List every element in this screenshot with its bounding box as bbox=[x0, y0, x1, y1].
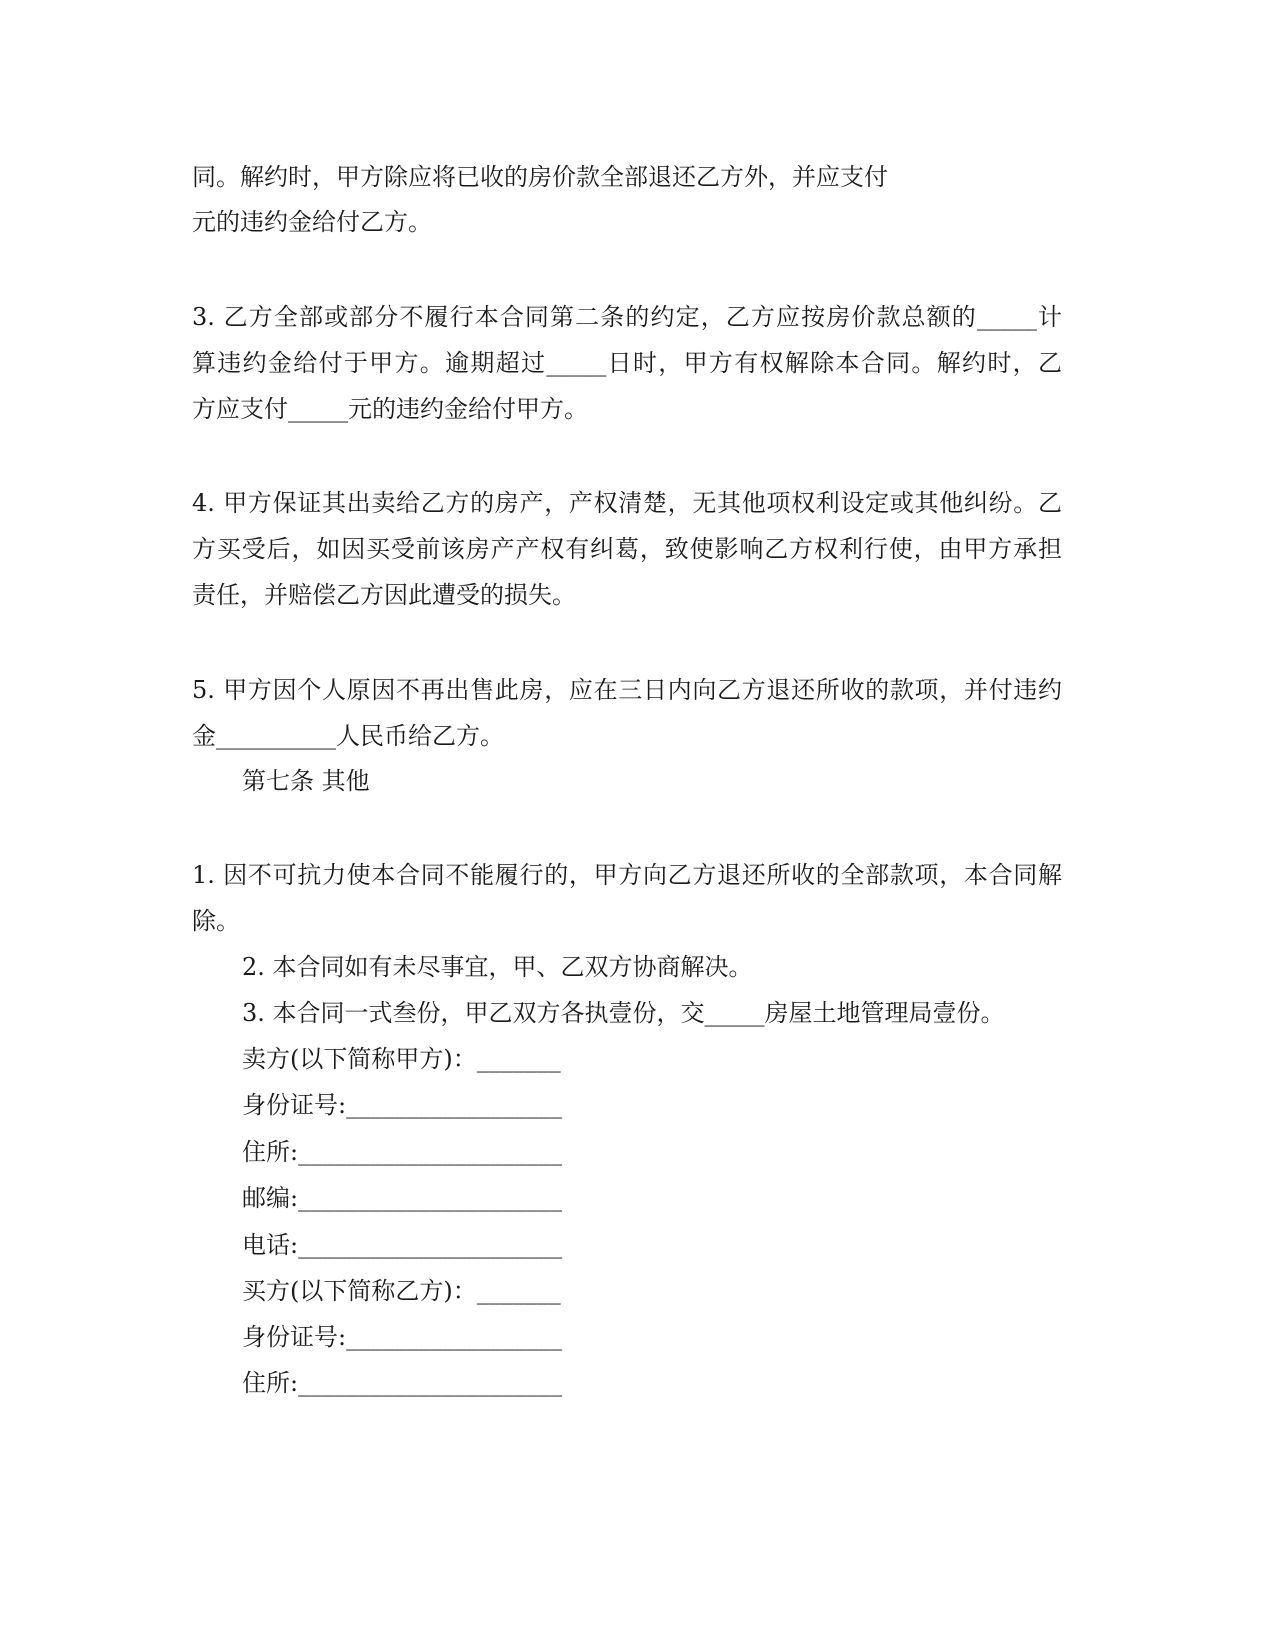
clause-3-line: 3. 乙方全部或部分不履行本合同第二条的约定，乙方应按房价款总额的_____计 bbox=[192, 303, 1062, 331]
paragraph-line: 同。解约时，甲方除应将已收的房价款全部退还乙方外，并应支付 bbox=[192, 163, 888, 191]
seller-postcode-field: 邮编:______________________ bbox=[242, 1184, 563, 1212]
buyer-name-field: 买方(以下简称乙方)：_______ bbox=[242, 1277, 561, 1305]
seller-phone-field: 电话:______________________ bbox=[242, 1231, 563, 1259]
clause-4-line: 4. 甲方保证其出卖给乙方的房产，产权清楚，无其他项权利设定或其他纠纷。乙 bbox=[192, 489, 1062, 517]
article-7-heading: 第七条 其他 bbox=[242, 767, 370, 795]
clause-5-line: 金__________人民币给乙方。 bbox=[192, 722, 504, 750]
paragraph-line: 元的违约金给付乙方。 bbox=[192, 208, 432, 236]
clause-4-line: 责任，并赔偿乙方因此遭受的损失。 bbox=[192, 581, 576, 609]
buyer-address-field: 住所:______________________ bbox=[242, 1369, 563, 1397]
article-7-item-2: 2. 本合同如有未尽事宜，甲、乙双方协商解决。 bbox=[242, 953, 753, 981]
seller-address-field: 住所:______________________ bbox=[242, 1138, 563, 1166]
buyer-id-field: 身份证号:__________________ bbox=[242, 1323, 563, 1351]
clause-3-line: 算违约金给付于甲方。逾期超过_____日时，甲方有权解除本合同。解约时，乙 bbox=[192, 349, 1062, 377]
clause-3-line: 方应支付_____元的违约金给付甲方。 bbox=[192, 395, 588, 423]
seller-id-field: 身份证号:__________________ bbox=[242, 1091, 563, 1119]
seller-name-field: 卖方(以下简称甲方)：_______ bbox=[242, 1045, 561, 1073]
article-7-item-3: 3. 本合同一式叁份，甲乙双方各执壹份，交_____房屋土地管理局壹份。 bbox=[242, 999, 1005, 1027]
clause-4-line: 方买受后，如因买受前该房产产权有纠葛，致使影响乙方权利行使，由甲方承担 bbox=[192, 535, 1062, 563]
article-7-item-1-line: 1. 因不可抗力使本合同不能履行的，甲方向乙方退还所收的全部款项，本合同解 bbox=[192, 861, 1062, 889]
clause-5-line: 5. 甲方因个人原因不再出售此房，应在三日内向乙方退还所收的款项，并付违约 bbox=[192, 676, 1062, 704]
article-7-item-1-line: 除。 bbox=[192, 907, 240, 935]
